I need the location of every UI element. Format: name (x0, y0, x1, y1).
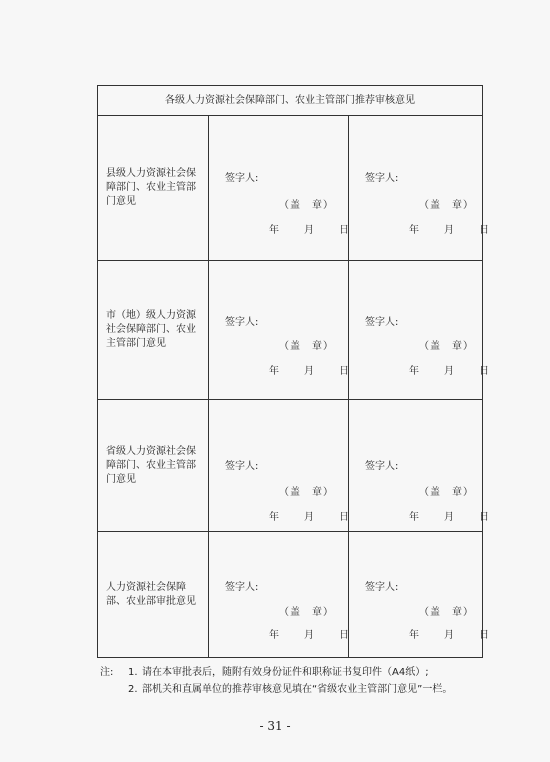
date-line: 年 月 日 (409, 366, 489, 377)
stamp-label: （盖 章） (419, 341, 474, 352)
signer-label: 签字人: (365, 317, 399, 328)
sign-cell-agri (349, 532, 489, 658)
date-line: 年 月 日 (269, 225, 349, 236)
note-item (100, 681, 500, 698)
table-title: 各级人力资源社会保障部门、农业主管部门推荐审核意见 (98, 86, 483, 116)
date-line: 年 月 日 (409, 630, 489, 641)
sign-cell-agri (349, 116, 489, 261)
signer-label: 签字人: (225, 582, 259, 593)
table-row (98, 400, 483, 532)
stamp-label: （盖 章） (279, 487, 334, 498)
signer-label: 签字人: (225, 461, 259, 472)
row-label-city: 市（地）级人力资源社会保障部门、农业主管部门意见 (98, 261, 209, 400)
page-number: - 31 - (259, 719, 291, 733)
date-line: 年 月 日 (409, 512, 489, 523)
stamp-label: （盖 章） (419, 200, 474, 211)
signer-label: 签字人: (365, 461, 399, 472)
date-line: 年 月 日 (269, 366, 349, 377)
signer-label: 签字人: (365, 582, 399, 593)
sign-cell-hr (209, 400, 349, 532)
footnotes (100, 664, 500, 698)
date-line: 年 月 日 (409, 225, 489, 236)
stamp-label: （盖 章） (279, 341, 334, 352)
note-number: 2. (128, 684, 138, 695)
signer-label: 签字人: (225, 317, 259, 328)
sign-cell-hr (209, 116, 349, 261)
signer-label: 签字人: (365, 173, 399, 184)
row-label-province: 省级人力资源社会保障部门、农业主管部门意见 (98, 400, 209, 532)
note-number: 1. (128, 667, 138, 678)
sign-cell-agri (349, 261, 489, 400)
table-row (98, 261, 483, 400)
row-label-ministry: 人力资源社会保障部、农业部审批意见 (98, 532, 209, 658)
stamp-label: （盖 章） (279, 607, 334, 618)
note-text: 请在本审批表后，随附有效身份证件和职称证书复印件（A4纸）; (142, 667, 429, 678)
note-item (100, 664, 500, 681)
date-line: 年 月 日 (269, 630, 349, 641)
row-label-county: 县级人力资源社会保障部门、农业主管部门意见 (98, 116, 209, 261)
note-prefix: 注: (100, 667, 114, 678)
sign-cell-hr (209, 261, 349, 400)
approval-table (97, 85, 489, 658)
stamp-label: （盖 章） (419, 607, 474, 618)
table-row (98, 116, 483, 261)
date-line: 年 月 日 (269, 512, 349, 523)
signer-label: 签字人: (225, 173, 259, 184)
stamp-label: （盖 章） (419, 487, 474, 498)
table-row (98, 532, 483, 658)
note-text: 部机关和直属单位的推荐审核意见填在“省级农业主管部门意见”一栏。 (142, 684, 453, 695)
sign-cell-hr (209, 532, 349, 658)
sign-cell-agri (349, 400, 489, 532)
stamp-label: （盖 章） (279, 200, 334, 211)
